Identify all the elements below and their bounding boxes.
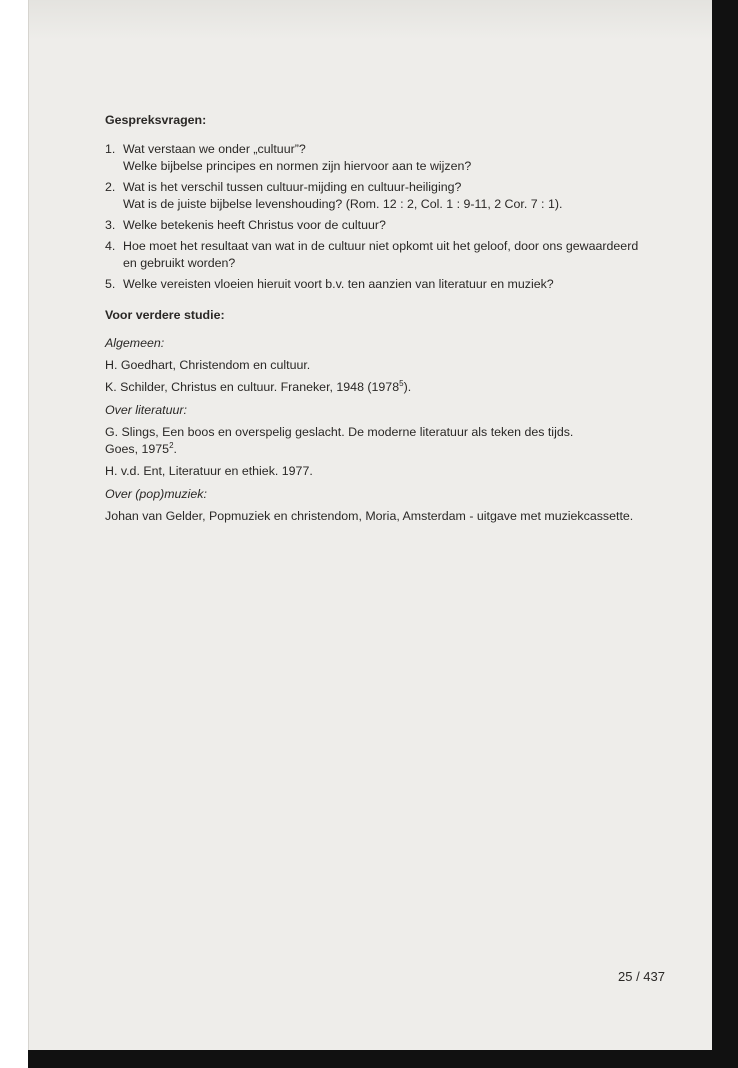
question-text	[123, 238, 645, 272]
question-number: 1.	[105, 142, 116, 156]
question-number: 4.	[105, 239, 116, 253]
question-number: 3.	[105, 218, 116, 232]
scan-border-right	[712, 0, 738, 1068]
question-line: Hoe moet het resultaat van wat in de cultuur niet opkomt uit het geloof, door ons gewaardeerd en gebruikt worden?	[123, 239, 639, 270]
question-line: Wat is het verschil tussen cultuur-mijding en cultuur-heiliging?	[123, 180, 462, 194]
question-line: Welke vereisten vloeien hieruit voort b.v. ten aanzien van literatuur en muziek?	[123, 277, 554, 291]
reference-slings	[105, 424, 645, 458]
reference-line: G. Slings, Een boos en overspelig geslacht. De moderne literatuur als teken des tijds.	[105, 425, 574, 439]
question-line: Wat is de juiste bijbelse levenshouding? (Rom. 12 : 2, Col. 1 : 9-11, 2 Cor. 7 : 1).	[123, 197, 563, 211]
reference-ent: H. v.d. Ent, Literatuur en ethiek. 1977.	[105, 464, 313, 478]
page-number: 25 / 437	[618, 969, 665, 984]
document-page	[28, 0, 712, 1050]
question-text	[123, 217, 386, 234]
reference-text: Goes, 1975	[105, 442, 170, 456]
reference-text: ).	[403, 380, 412, 394]
page-content	[105, 112, 645, 530]
question-item	[105, 238, 645, 272]
category-general: Algemeen:	[105, 336, 165, 350]
edition-superscript: 2	[169, 440, 174, 450]
question-item	[105, 179, 645, 213]
edition-superscript: 5	[399, 378, 404, 388]
category-literature: Over literatuur:	[105, 403, 187, 417]
reference-text: K. Schilder, Christus en cultuur. Franeker, 1948 (1978	[105, 380, 400, 394]
question-line: Welke betekenis heeft Christus voor de cultuur?	[123, 218, 386, 232]
reference-schilder	[105, 379, 645, 396]
question-text	[123, 141, 471, 175]
question-line: Welke bijbelse principes en normen zijn hiervoor aan te wijzen?	[123, 159, 472, 173]
reference-gelder: Johan van Gelder, Popmuziek en christendom, Moria, Amsterdam - uitgave met muziekcassette.	[105, 509, 634, 523]
question-text	[123, 179, 562, 213]
question-item	[105, 217, 645, 234]
category-music: Over (pop)muziek:	[105, 487, 207, 501]
further-study-heading: Voor verdere studie:	[105, 308, 225, 322]
scan-border-bottom	[28, 1050, 738, 1068]
question-item	[105, 276, 645, 293]
reference-line	[105, 440, 645, 458]
references	[105, 335, 645, 525]
question-number: 5.	[105, 277, 116, 291]
reference-goedhart: H. Goedhart, Christendom en cultuur.	[105, 358, 311, 372]
question-item	[105, 141, 645, 175]
questions-heading: Gespreksvragen:	[105, 113, 207, 127]
question-number: 2.	[105, 180, 116, 194]
question-text	[123, 276, 554, 293]
question-line: Wat verstaan we onder „cultuur”?	[123, 142, 306, 156]
reference-text: .	[173, 442, 177, 456]
questions-list	[105, 141, 645, 293]
